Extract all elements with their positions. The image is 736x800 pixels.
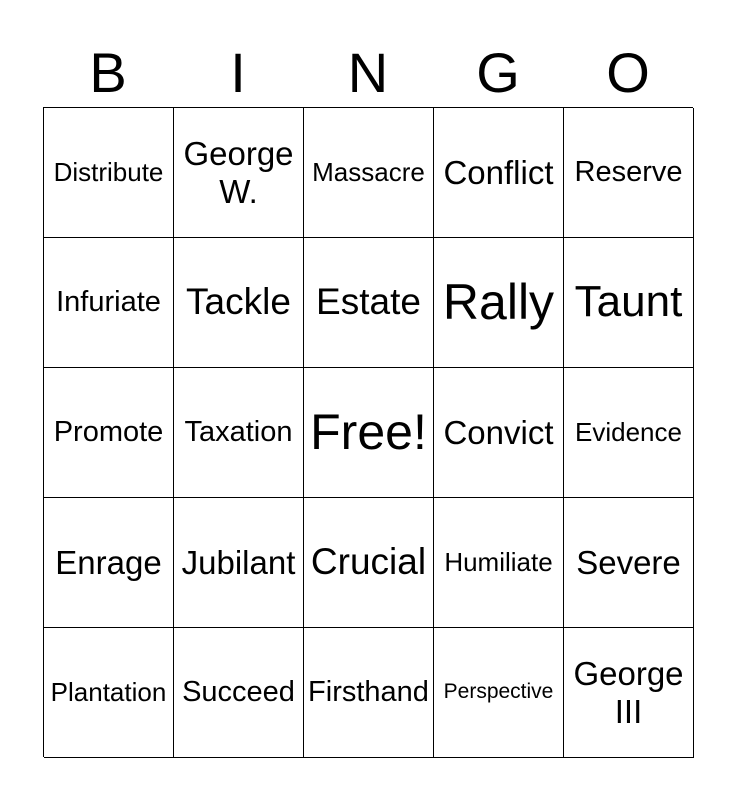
bingo-cell[interactable]: Rally	[434, 238, 564, 368]
free-space-cell[interactable]: Free!	[304, 368, 434, 498]
bingo-cell[interactable]: Severe	[564, 498, 694, 628]
bingo-cell[interactable]: Taxation	[174, 368, 304, 498]
header-letter-o: O	[606, 41, 650, 104]
bingo-cell[interactable]: Enrage	[44, 498, 174, 628]
bingo-cell[interactable]: Conflict	[434, 108, 564, 238]
bingo-grid	[43, 107, 693, 757]
bingo-cell[interactable]: George III	[564, 628, 694, 758]
bingo-cell[interactable]: Estate	[304, 238, 434, 368]
bingo-cell[interactable]: Crucial	[304, 498, 434, 628]
bingo-cell[interactable]: Plantation	[44, 628, 174, 758]
bingo-cell[interactable]: Promote	[44, 368, 174, 498]
bingo-cell[interactable]: Taunt	[564, 238, 694, 368]
bingo-cell[interactable]: George W.	[174, 108, 304, 238]
header-letter-b: B	[89, 41, 127, 104]
bingo-header	[43, 38, 693, 108]
header-letter-g: G	[476, 41, 520, 104]
bingo-cell[interactable]: Evidence	[564, 368, 694, 498]
header-letter-n: N	[347, 41, 389, 104]
bingo-cell[interactable]: Humiliate	[434, 498, 564, 628]
bingo-cell[interactable]: Convict	[434, 368, 564, 498]
bingo-cell[interactable]: Jubilant	[174, 498, 304, 628]
bingo-cell[interactable]: Perspective	[434, 628, 564, 758]
bingo-cell[interactable]: Tackle	[174, 238, 304, 368]
bingo-cell[interactable]: Succeed	[174, 628, 304, 758]
bingo-cell[interactable]: Massacre	[304, 108, 434, 238]
bingo-cell[interactable]: Distribute	[44, 108, 174, 238]
header-letter-i: I	[230, 41, 246, 104]
bingo-cell[interactable]: Reserve	[564, 108, 694, 238]
bingo-cell[interactable]: Infuriate	[44, 238, 174, 368]
bingo-cell[interactable]: Firsthand	[304, 628, 434, 758]
